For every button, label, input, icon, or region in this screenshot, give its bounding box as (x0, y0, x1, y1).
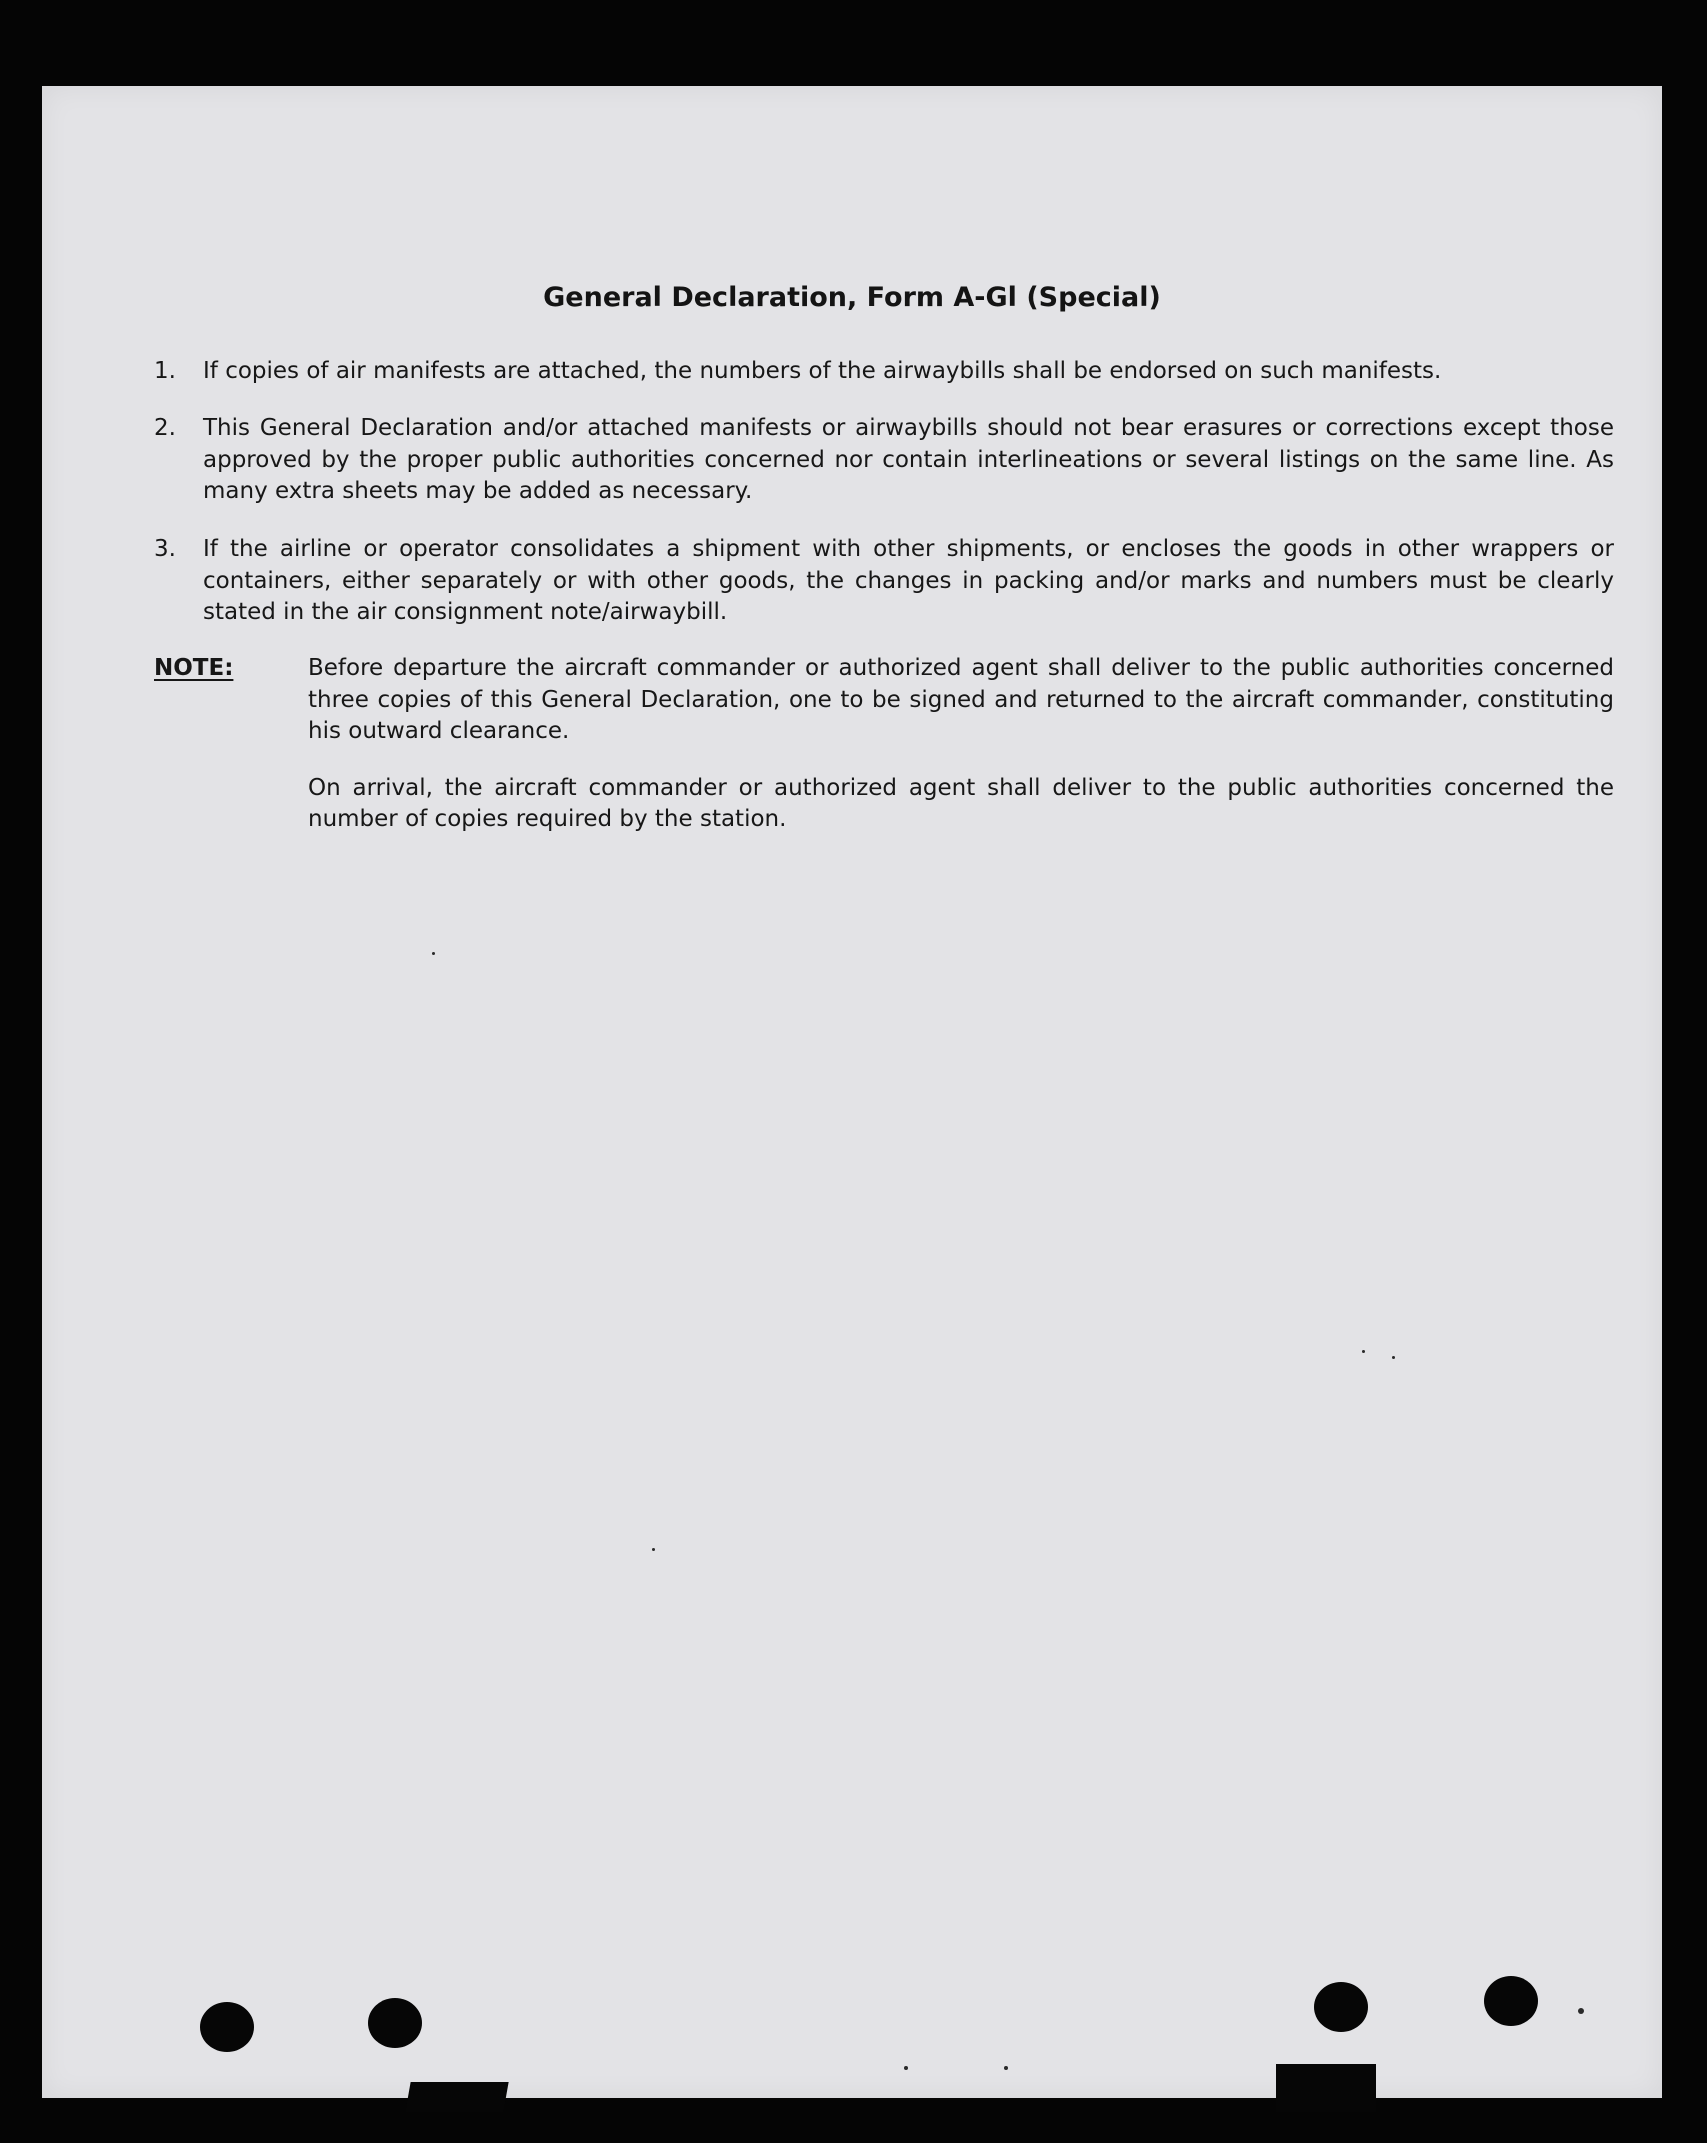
scan-speck (1362, 1350, 1365, 1353)
punch-hole (368, 1998, 422, 2048)
binding-tab (405, 2082, 508, 2112)
instruction-item-1 (154, 356, 1614, 388)
note-paragraph-1: Before departure the aircraft commander or authorized agent shall deliver to the public authorities concerned three copies of this General Declaration, one to be signed and returned to the aircraft commander, constituting his outward clearance. (308, 655, 1614, 744)
scan-speck (652, 1548, 655, 1551)
binding-tab (1276, 2064, 1376, 2112)
item-number: 1. (154, 358, 176, 384)
item-text: If the airline or operator consolidates a shipment with other shipments, or encloses the goods in other wrappers or containers, either separately or with other goods, the changes in packing and/or marks and numbers must be clearly stated in the air consignment note/airwaybill. (203, 536, 1614, 625)
note-label: NOTE: (154, 655, 234, 681)
document-page (42, 86, 1662, 2098)
note-paragraph-2: On arrival, the aircraft commander or authorized agent shall deliver to the public authorities concerned the number of copies required by the station. (308, 774, 1614, 832)
scan-speck (904, 2066, 908, 2070)
instruction-item-3 (154, 534, 1614, 629)
punch-hole (200, 2002, 254, 2052)
punch-hole (1484, 1976, 1538, 2026)
item-number: 2. (154, 415, 176, 441)
scan-speck (1004, 2066, 1008, 2070)
scan-speck (1392, 1356, 1395, 1359)
item-text: This General Declaration and/or attached manifests or airwaybills should not bear erasures or corrections except those approved by the proper public authorities concerned nor contain interlineations or several listings on the same line. As many extra sheets may be added as necessary. (203, 415, 1614, 504)
item-text: If copies of air manifests are attached, the numbers of the airwaybills shall be endorsed on such manifests. (203, 358, 1442, 384)
item-number: 3. (154, 536, 176, 562)
scan-speck (1578, 2008, 1584, 2014)
punch-hole (1314, 1982, 1368, 2032)
document-title: General Declaration, Form A-Gl (Special) (543, 282, 1161, 313)
note-section (154, 653, 1614, 836)
scan-speck (432, 952, 435, 955)
instruction-item-2 (154, 413, 1614, 508)
